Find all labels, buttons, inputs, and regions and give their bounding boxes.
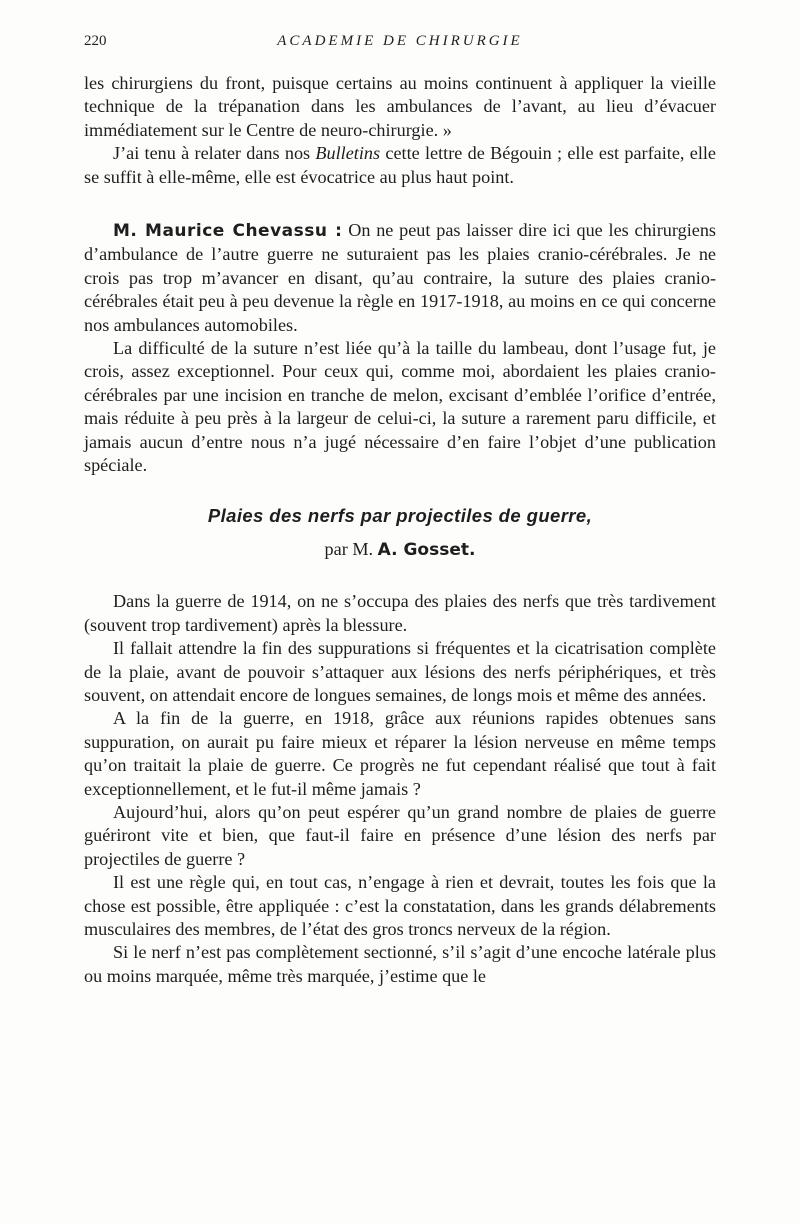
- bulletins-italic: Bulletins: [315, 143, 381, 164]
- running-title: ACADEMIE DE CHIRURGIE: [277, 33, 523, 49]
- page-body: [84, 72, 716, 988]
- section-title: Plaies des nerfs par projectiles de guerre,: [207, 504, 593, 526]
- section-paragraph: Dans la guerre de 1914, on ne s’occupa des plaies des nerfs que très tardivement (souvent trop tardivement) après la blessure.: [84, 591, 716, 635]
- speech-paragraph-1: [84, 219, 716, 337]
- section-paragraph: A la fin de la guerre, en 1918, grâce aux réunions rapides obtenues sans suppuration, on aurait pu faire mieux et réparer la lésion nerveuse en même temps qu’on traitait la plaie de guerre. Ce progrès ne fut cependant réalisé que tout à fait exceptionnellement, et le fut-il même jamais ?: [84, 708, 716, 799]
- intro-text-after: cette lettre de Bégouin ; elle est parfaite, elle se suffit à elle-même, elle est évocatrice au plus haut point.: [84, 143, 716, 187]
- section-byline: [84, 538, 716, 562]
- intro-paragraph-2: [84, 142, 716, 189]
- speaker-name: M. Maurice Chevassu :: [113, 221, 343, 242]
- byline-prefix: par M.: [324, 538, 374, 559]
- page-number: 220: [84, 33, 107, 49]
- intro-text-before: J’ai tenu à relater dans nos: [113, 143, 316, 164]
- section-paragraph: Il fallait attendre la fin des suppurations si fréquentes et la cicatrisation complète de la plaie, avant de pouvoir s’attaquer aux lésions des nerfs périphériques, et très souvent, on attendait encore de longues semaines, de longs mois et même des années.: [84, 638, 716, 705]
- section-paragraph: Si le nerf n’est pas complètement sectionné, s’il s’agit d’une encoche latérale plus ou moins marquée, même très marquée, j’estime que le: [84, 942, 716, 986]
- page-header: [84, 33, 716, 57]
- section-paragraph: Aujourd’hui, alors qu’on peut espérer qu’un grand nombre de plaies de guerre guériront vite et bien, que faut-il faire en présence d’une lésion des nerfs par projectiles de guerre ?: [84, 801, 716, 869]
- speech-paragraph-2: La difficulté de la suture n’est liée qu’à la taille du lambeau, dont l’usage fut, je crois, assez exceptionnel. Pour ceux qui, comme moi, abordaient les plaies cranio-cérébrales par une incision en tranche de melon, excisant d’emblée l’orifice d’entrée, mais réduite à peu près à la largeur de celui-ci, la suture a rarement paru difficile, et jamais aucun d’entre nous n’a jugé nécessaire d’en faire l’objet d’une publication spéciale.: [84, 338, 716, 476]
- byline-author: A. Gosset.: [377, 539, 476, 560]
- section-paragraph: Il est une règle qui, en tout cas, n’engage à rien et devrait, toutes les fois que la chose est possible, être appliquée : c’est la constatation, dans les grands délabrements musculaires des membres, de l’état des gros troncs nerveux de la région.: [84, 872, 716, 939]
- speech-text-1: On ne peut pas laisser dire ici que les chirurgiens d’ambulance de l’autre guerre ne suturaient pas les plaies cranio-cérébrales. Je ne crois pas trop m’avancer en disant, qu’au contraire, la suture des plaies cranio-cérébrales était peu à peu devenue la règle en 1917-1918, au moins en ce qui concerne nos ambulances automobiles.: [84, 220, 716, 335]
- intro-paragraph-1: les chirurgiens du front, puisque certains au moins continuent à appliquer la vieille technique de la trépanation dans les ambulances de l’avant, au lieu d’évacuer immédiatement sur le Centre de neuro-chirurgie. »: [84, 73, 716, 140]
